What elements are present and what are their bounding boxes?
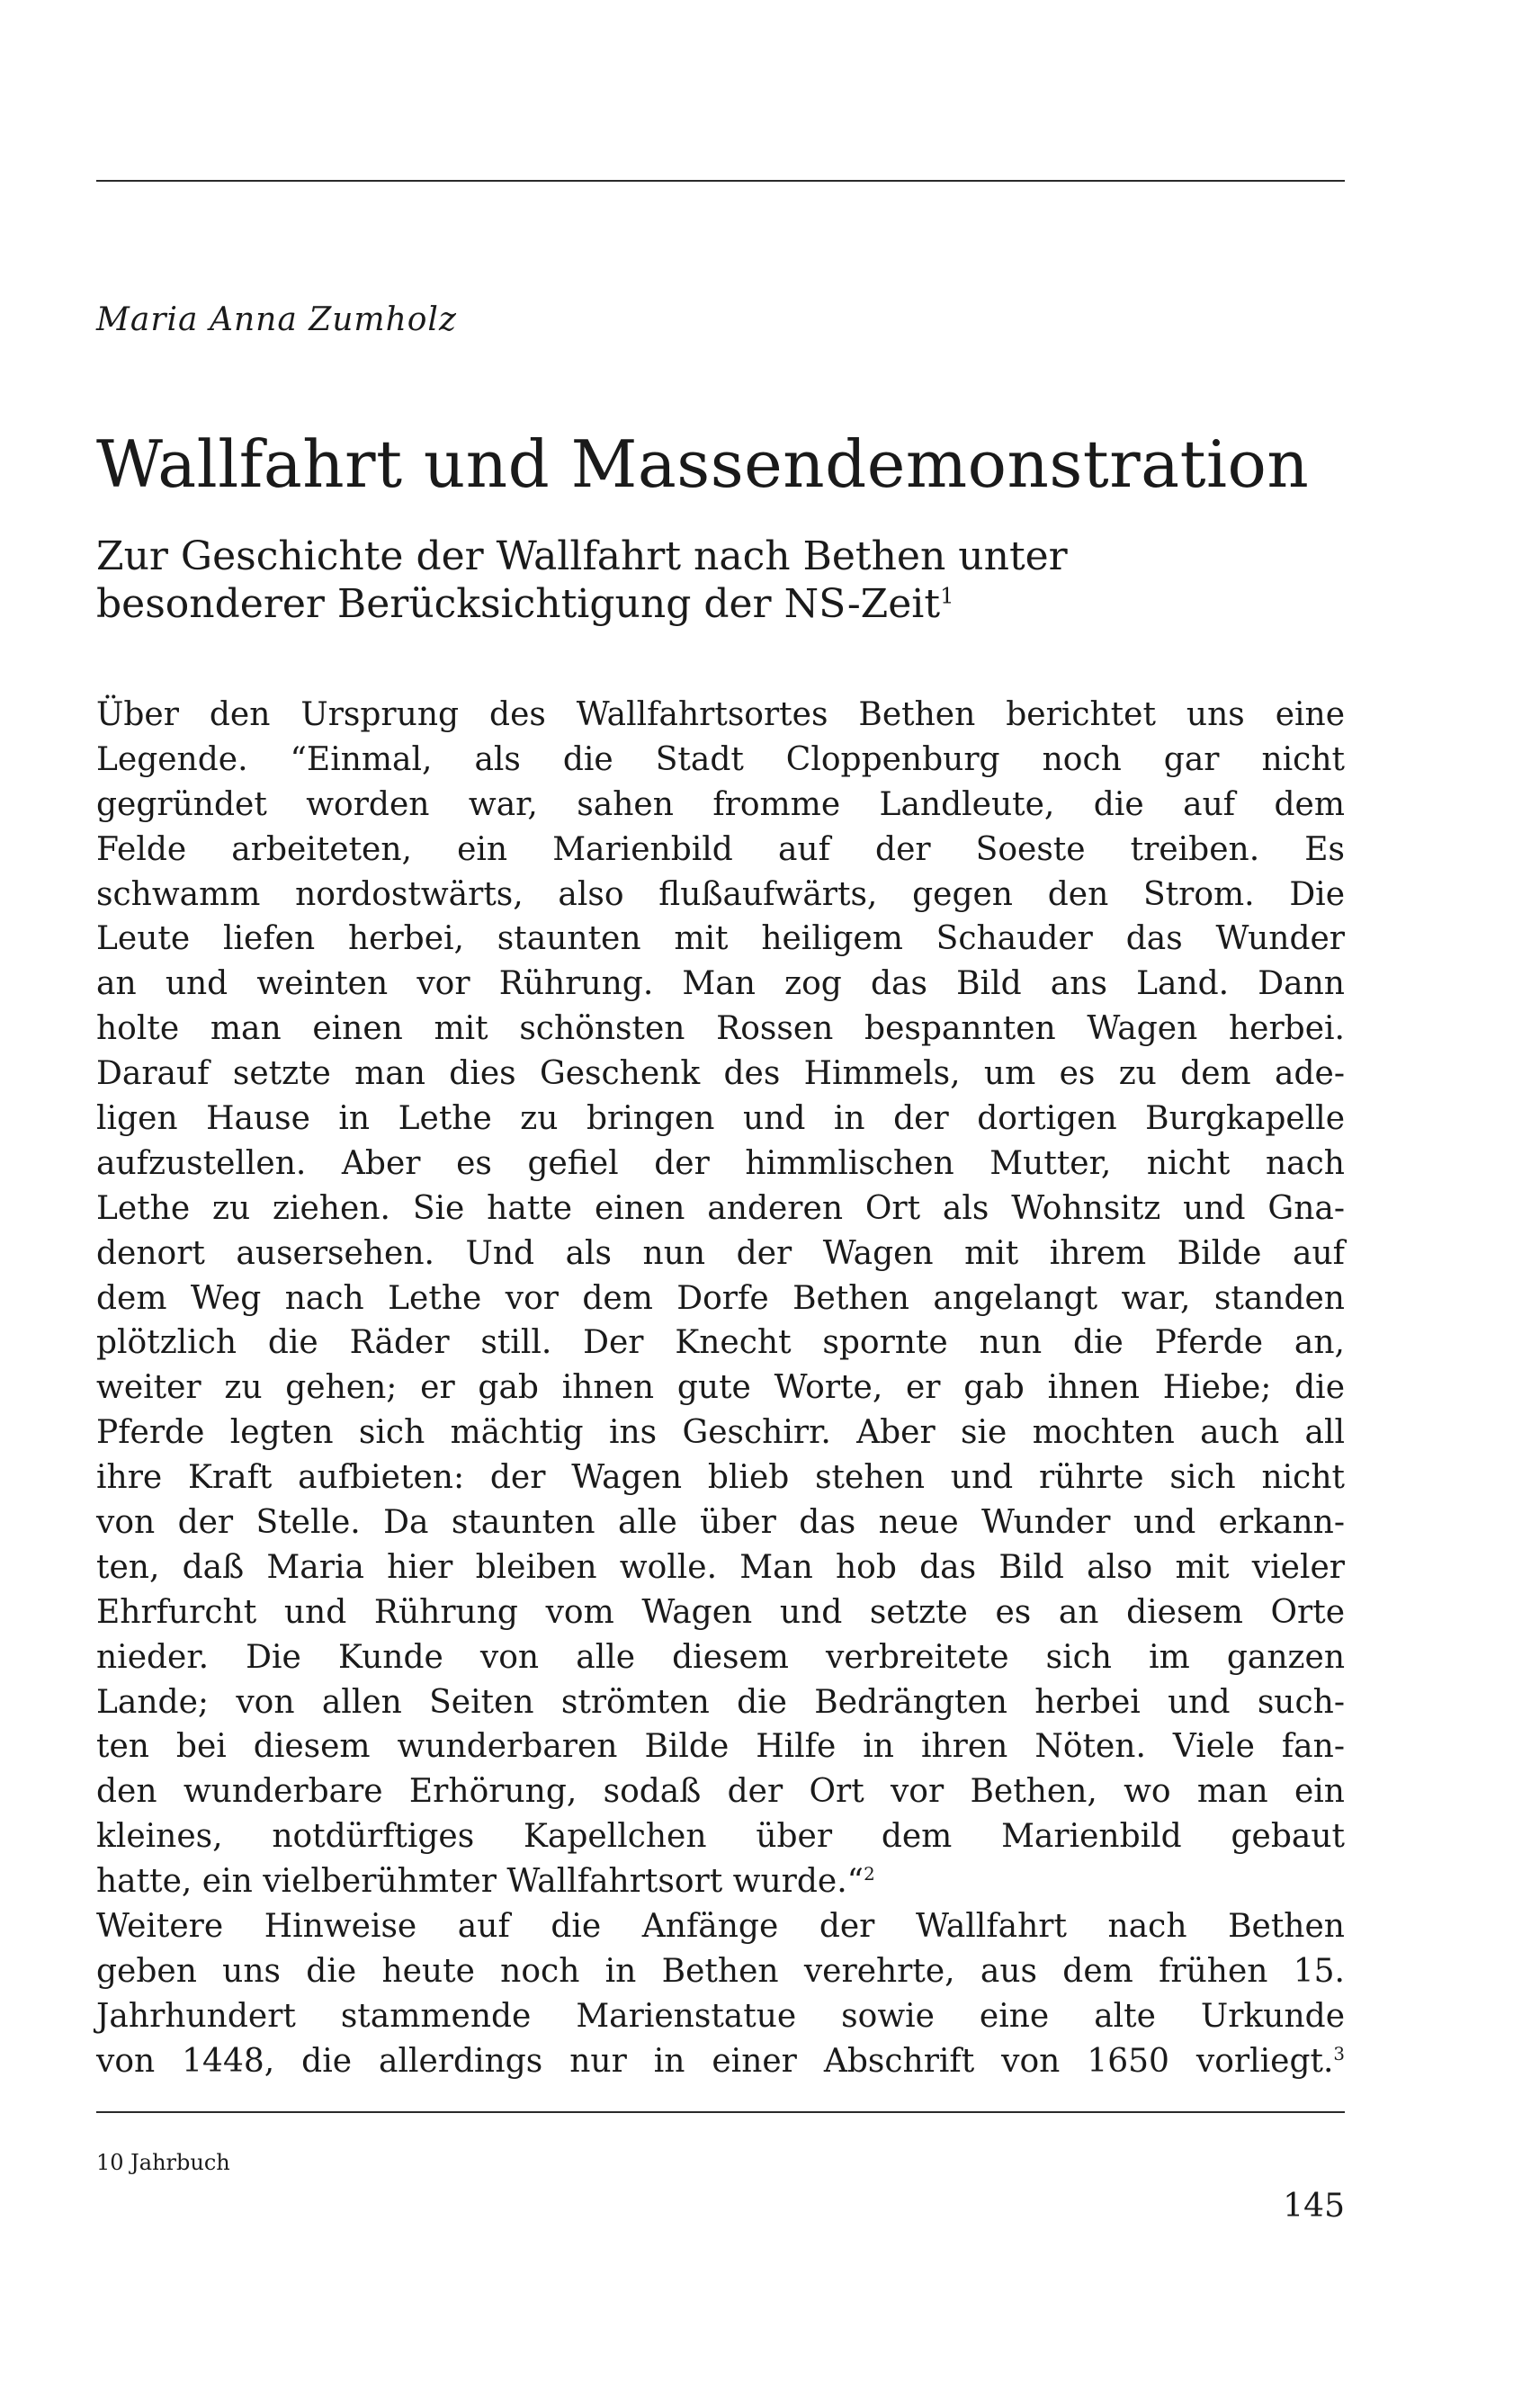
body-text-line: dem Weg nach Lethe vor dem Dorfe Bethen angelangt war, standen	[96, 1279, 1345, 1317]
article-subtitle	[96, 533, 1068, 628]
paragraph-2-last-line	[96, 2039, 1345, 2084]
footer-note: 10 Jahrbuch	[96, 2150, 230, 2175]
body-text-line: plötzlich die Räder still. Der Knecht spornte nun die Pferde an,	[96, 1324, 1345, 1362]
body-text	[96, 693, 1345, 2084]
body-text-line: Darauf setzte man dies Geschenk des Himmels, um es zu dem ade-	[96, 1055, 1345, 1093]
body-text-line: Legende. “Einmal, als die Stadt Cloppenburg noch gar nicht	[96, 740, 1345, 778]
article-title: Wallfahrt und Massendemonstration	[96, 426, 1310, 502]
paragraph-2-line: Weitere Hinweise auf die Anfänge der Wallfahrt nach Bethen	[96, 1908, 1345, 1946]
footnote-mark-1: 1	[940, 583, 954, 609]
body-text-line: Pferde legten sich mächtig ins Geschirr. Aber sie mochten auch all	[96, 1414, 1345, 1452]
body-text-line: Felde arbeiteten, ein Marienbild auf der Soeste treiben. Es	[96, 830, 1345, 868]
body-text-line: von der Stelle. Da staunten alle über das neue Wunder und erkann-	[96, 1504, 1345, 1542]
footnote-mark-2: 2	[864, 1864, 875, 1885]
body-text-line: ten, daß Maria hier bleiben wolle. Man hob das Bild also mit vieler	[96, 1548, 1345, 1586]
body-text-line: ihre Kraft aufbieten: der Wagen blieb stehen und rührte sich nicht	[96, 1459, 1345, 1497]
footnote-rule	[96, 2111, 1345, 2113]
subtitle-line-1: Zur Geschichte der Wallfahrt nach Bethen unter	[96, 533, 1068, 579]
body-text-line: Ehrfurcht und Rührung vom Wagen und setzte es an diesem Orte	[96, 1593, 1345, 1631]
subtitle-line-2	[96, 580, 1068, 628]
body-text-line: Lethe zu ziehen. Sie hatte einen anderen Ort als Wohnsitz und Gna-	[96, 1189, 1345, 1227]
paragraph-1	[96, 693, 1345, 1859]
page-number: 145	[1283, 2188, 1345, 2225]
paragraph-2	[96, 1904, 1345, 2039]
body-text-line: aufzustellen. Aber es gefiel der himmlischen Mutter, nicht nach	[96, 1144, 1345, 1182]
body-text-line: gegründet worden war, sahen fromme Landleute, die auf dem	[96, 785, 1345, 823]
body-text-line: holte man einen mit schönsten Rossen bespannten Wagen herbei.	[96, 1010, 1345, 1048]
body-text-line: Über den Ursprung des Wallfahrtsortes Bethen berichtet uns eine	[96, 696, 1345, 733]
body-text-line: kleines, notdürftiges Kapellchen über dem Marienbild gebaut	[96, 1818, 1345, 1856]
body-text-line: an und weinten vor Rührung. Man zog das Bild ans Land. Dann	[96, 965, 1345, 1003]
quote-end-line	[96, 1859, 1345, 1904]
quote-end-text: hatte, ein vielberühmter Wallfahrtsort wurde.“	[96, 1863, 864, 1901]
body-text-line: Lande; von allen Seiten strömten die Bedrängten herbei und such-	[96, 1683, 1345, 1721]
body-text-line: den wunderbare Erhörung, sodaß der Ort vor Bethen, wo man ein	[96, 1773, 1345, 1811]
body-text-line: schwamm nordostwärts, also flußaufwärts, gegen den Strom. Die	[96, 875, 1345, 913]
body-text-line: ten bei diesem wunderbaren Bilde Hilfe in ihren Nöten. Viele fan-	[96, 1728, 1345, 1766]
subtitle-line-2-text: besonderer Berücksichtigung der NS-Zeit	[96, 581, 941, 627]
header-rule	[96, 180, 1345, 182]
body-text-line: weiter zu gehen; er gab ihnen gute Worte, er gab ihnen Hiebe; die	[96, 1369, 1345, 1407]
body-text-line: denort ausersehen. Und als nun der Wagen mit ihrem Bilde auf	[96, 1234, 1345, 1272]
paragraph-2-line: Jahrhundert stammende Marienstatue sowie eine alte Urkunde	[96, 1997, 1345, 2035]
footnote-mark-3: 3	[1333, 2043, 1345, 2064]
paragraph-2-line: geben uns die heute noch in Bethen verehrte, aus dem frühen 15.	[96, 1952, 1345, 1990]
body-text-line: nieder. Die Kunde von alle diesem verbreitete sich im ganzen	[96, 1638, 1345, 1676]
body-text-line: Leute liefen herbei, staunten mit heiligem Schauder das Wunder	[96, 920, 1345, 958]
author-name: Maria Anna Zumholz	[96, 301, 457, 338]
body-text-line: ligen Hause in Lethe zu bringen und in der dortigen Burgkapelle	[96, 1100, 1345, 1138]
paragraph-2-last-text: von 1448, die allerdings nur in einer Abschrift von 1650 vorliegt.	[96, 2042, 1334, 2080]
